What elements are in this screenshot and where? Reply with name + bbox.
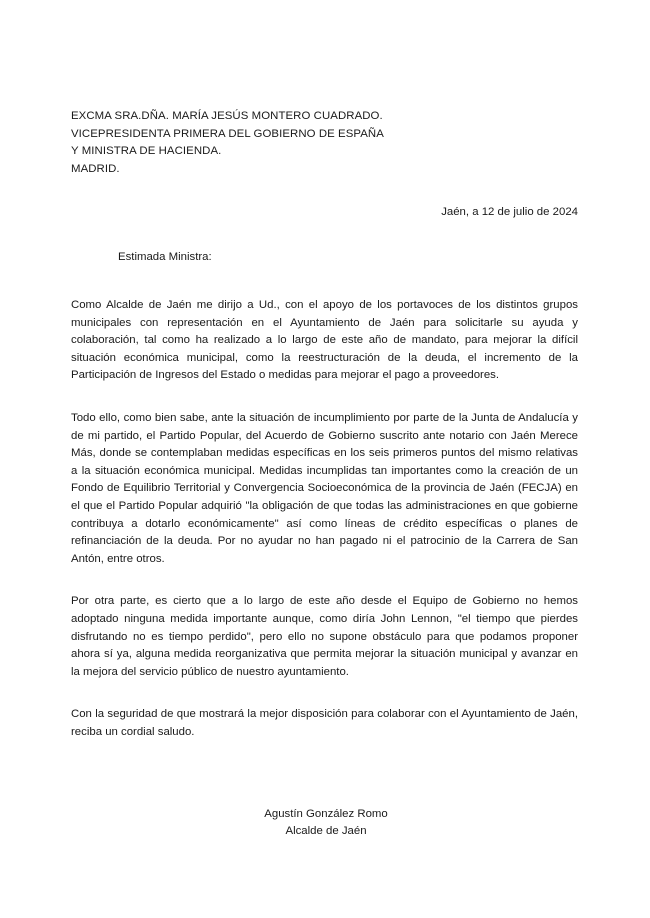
addressee-line-2: VICEPRESIDENTA PRIMERA DEL GOBIERNO DE ESPAÑA xyxy=(71,127,384,140)
addressee-line-4: MADRID. xyxy=(71,162,120,175)
date-line: Jaén, a 12 de julio de 2024 xyxy=(441,206,578,218)
addressee-block xyxy=(71,108,578,178)
signature-name: Agustín González Romo xyxy=(264,808,388,820)
paragraph-4: Con la seguridad de que mostrará la mejor disposición para colaborar con el Ayuntamiento de Jaén, reciba un cordial saludo. xyxy=(71,708,578,738)
addressee-line-3: Y MINISTRA DE HACIENDA. xyxy=(71,145,222,157)
letter-content xyxy=(71,0,578,741)
signature-title: Alcalde de Jaén xyxy=(285,824,367,837)
signature-block xyxy=(71,806,578,839)
paragraph-3: Por otra parte, es cierto que a lo largo de este año desde el Equipo de Gobierno no hemos adoptado ninguna medida importante aunque, como diría John Lennon, "el tiempo que pierdes disfrutando no es tiempo perdido", pero ello no supone obstáculo para que podamos proponer ahora sí ya, alguna medida reorganizativa que permita mejorar la situación municipal y avanzar en la mejora del servicio público de nuestro ayuntamiento. xyxy=(71,595,578,678)
paragraph-1: Como Alcalde de Jaén me dirijo a Ud., con el apoyo de los portavoces de los distintos grupos municipales con representación en el Ayuntamiento de Jaén para solicitarle su ayuda y colaboración, tal como ha realizado a lo largo de este año de mandato, para mejorar la difícil situación económica municipal, como la reestructuración de la deuda, el incremento de la Participación de Ingresos del Estado o medidas para mejorar el pago a proveedores. xyxy=(71,299,578,382)
body-copy xyxy=(71,297,578,741)
salutation: Estimada Ministra: xyxy=(118,251,212,263)
paragraph-2: Todo ello, como bien sabe, ante la situación de incumplimiento por parte de la Junta de Andalucía y de mi partido, el Partido Popular, del Acuerdo de Gobierno suscrito ante notario con Jaén Merece Más, donde se contemplaban medidas específicas en los seis primeros puntos del mismo relativas a la situación económica municipal. Medidas incumplidas tan importantes como la creación de un Fondo de Equilibrio Territorial y Convergencia Socioeconómica de la provincia de Jaén (FECJA) en el que el Partido Popular adquirió "la obligación de que todas las administraciones en que gobierne contribuya a dotarlo económicamente" así como líneas de crédito específicas o planes de refinanciación de la deuda. Por no ayudar no han pagado ni el patrocinio de la Carrera de San Antón, entre otros. xyxy=(71,411,578,565)
addressee-line-1: EXCMA SRA.DÑA. MARÍA JESÚS MONTERO CUADRADO. xyxy=(71,110,383,122)
